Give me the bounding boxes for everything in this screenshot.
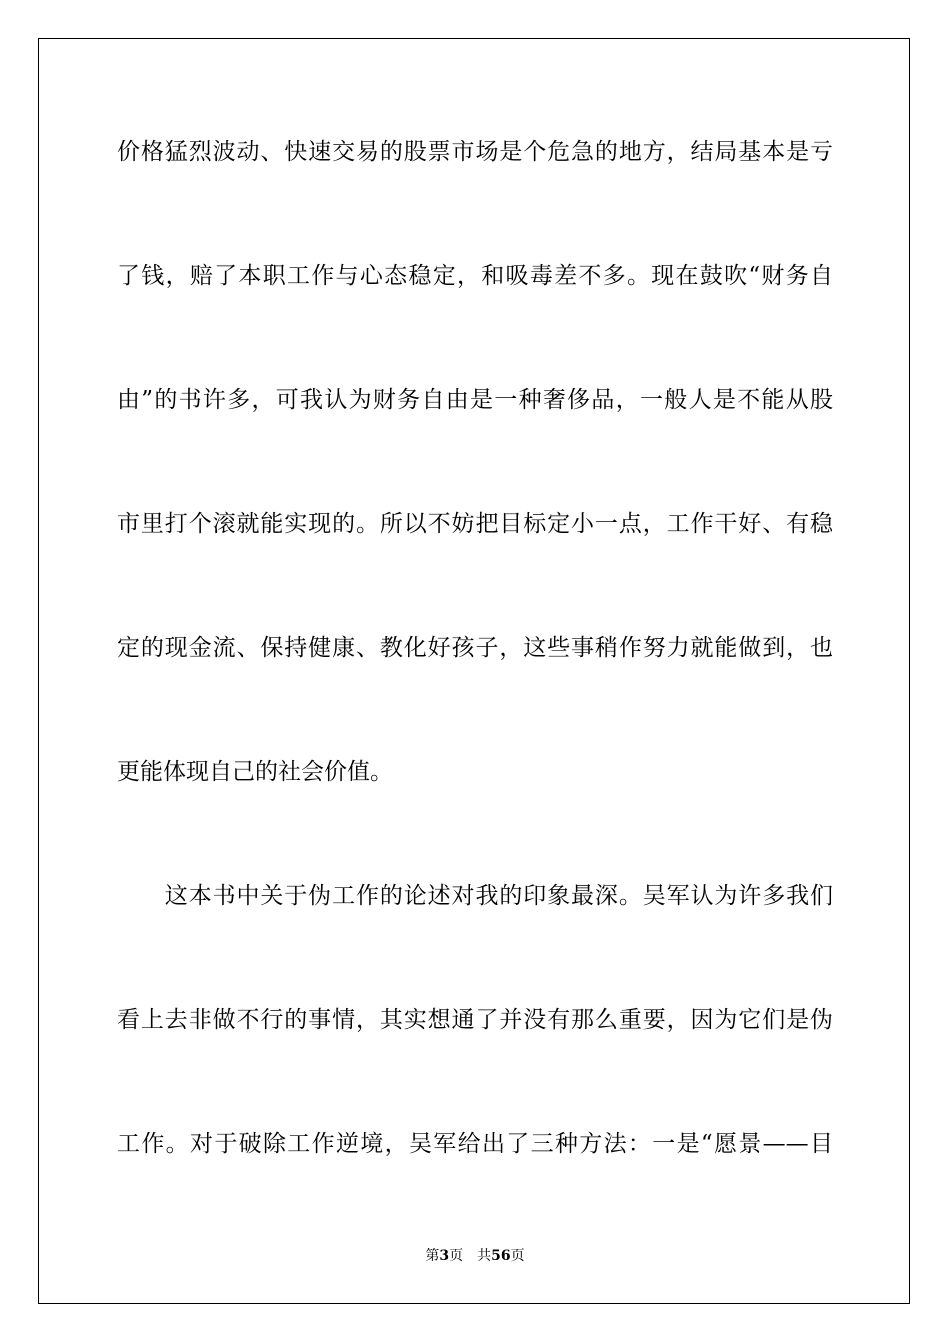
total-prefix: 共: [477, 1248, 492, 1264]
body-text-line: 由”的书许多，可我认为财务自由是一种奢侈品，一般人是不能从股: [117, 387, 833, 413]
body-text-line: 了钱，赔了本职工作与心态稳定，和吸毒差不多。现在鼓吹“财务自: [117, 263, 833, 289]
total-page-count: 56: [491, 1248, 511, 1264]
body-text-line: 更能体现自己的社会价值。: [117, 759, 393, 785]
page-border: [38, 38, 910, 1304]
body-text-line: 工作。对于破除工作逆境，吴军给出了三种方法：一是“愿景——目: [117, 1131, 833, 1157]
body-text-line: 定的现金流、保持健康、教化好孩子，这些事稍作努力就能做到，也: [117, 635, 833, 661]
body-text-line: 这本书中关于伪工作的论述对我的印象最深。吴军认为许多我们: [117, 883, 833, 909]
body-text-line: 看上去非做不行的事情，其实想通了并没有那么重要，因为它们是伪: [117, 1007, 833, 1033]
page-footer: [0, 1247, 950, 1265]
body-text-line: 价格猛烈波动、快速交易的股票市场是个危急的地方，结局基本是亏: [117, 139, 833, 165]
total-suffix: 页: [510, 1248, 525, 1264]
page-prefix: 第: [425, 1248, 440, 1264]
body-text-line: 市里打个滚就能实现的。所以不妨把目标定小一点，工作干好、有稳: [117, 511, 833, 537]
page-suffix: 页: [449, 1248, 464, 1264]
current-page-number: 3: [439, 1248, 450, 1264]
